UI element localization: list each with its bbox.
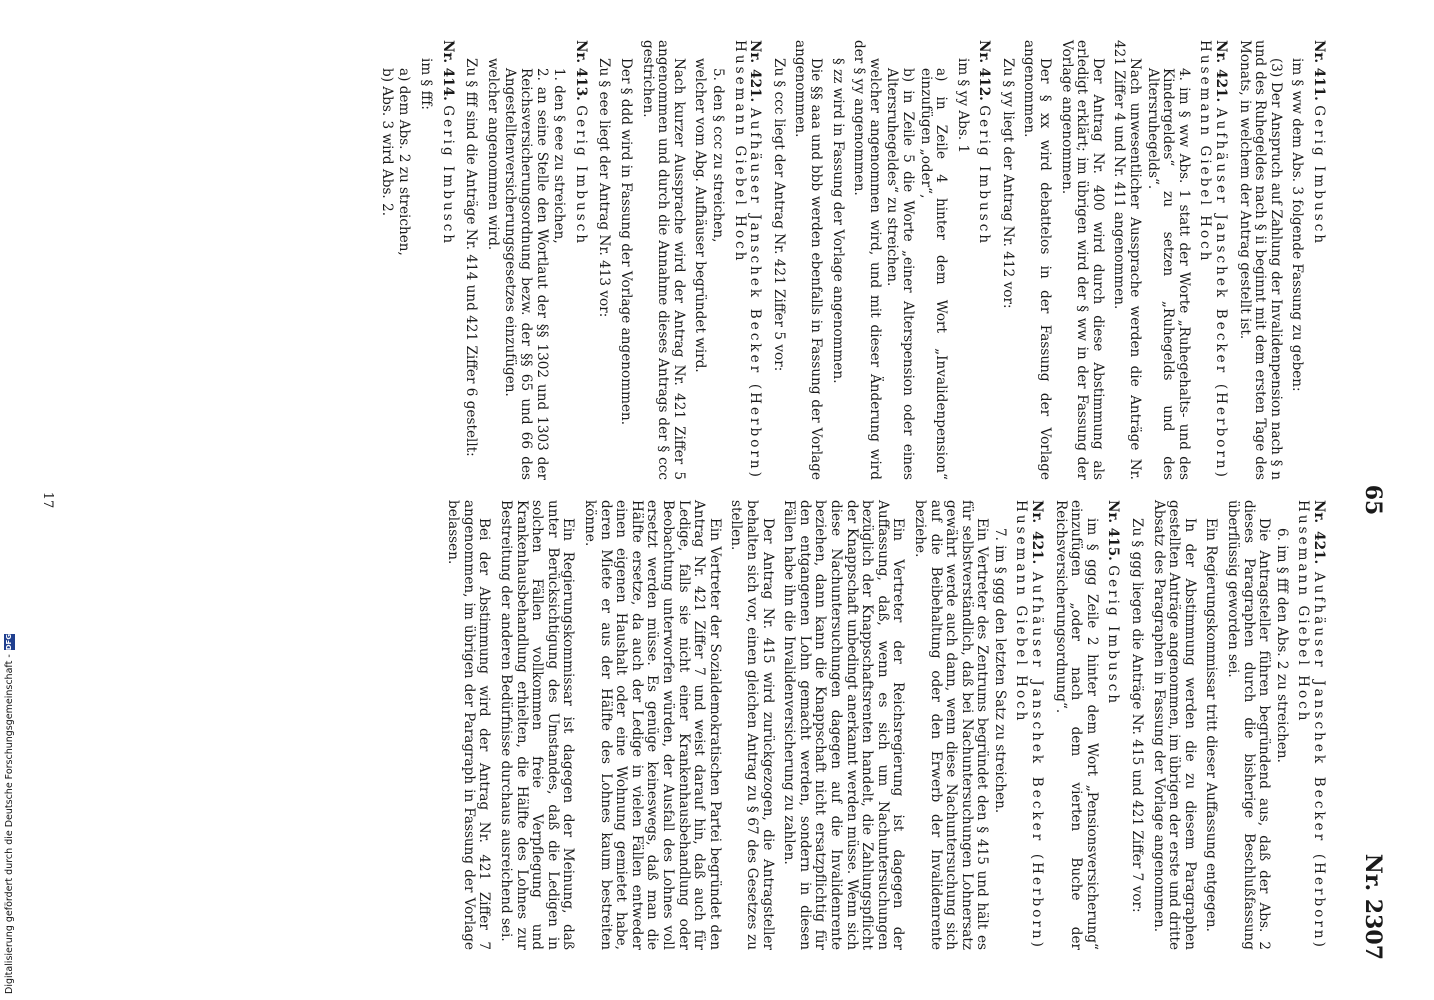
- motion-signatories: Aufhäuser Janschek Becker (Herborn) Husemann Giebel Hoch: [1295, 500, 1327, 950]
- paragraph: im § yy Abs. 1: [954, 58, 971, 154]
- paragraph: Nach kurzer Aussprache wird der Antrag Nr. 421 Ziffer 5 angenommen und durch die Annahme dieses Antrags der § ccc gestrichen.: [639, 40, 687, 480]
- motion-number: Nr. 412.: [976, 40, 993, 101]
- motion-heading: [1295, 500, 1326, 950]
- page-header: [1350, 40, 1386, 960]
- motion-item: b) in Zeile 5 die Worte „einer Alterspension oder eines Altersruhegeldes“ zu streichen.: [884, 68, 916, 480]
- paragraph: Zu § ccc liegt der Antrag Nr. 421 Ziffer 5 vor:: [770, 58, 787, 372]
- paragraph: im § ww dem Abs. 3 folgende Fassung zu geben:: [1289, 58, 1306, 392]
- paragraph: Zu § ggg liegen die Anträge Nr. 415 und 421 Ziffer 7 vor:: [1129, 518, 1146, 913]
- paragraph: In der Abstimmung werden die zu diesem Paragraphen gestellten Anträge angenommen, im übrigen der erste und dritte Absatz des Paragraphen in Fassung der Vorlage angenommen.: [1150, 500, 1198, 950]
- motion-heading: [731, 40, 762, 480]
- paragraph: Der Antrag Nr. 400 wird durch diese Abstimmung als erledigt erklärt; im übrigen wird der § ww in der Fassung der Vorlage angenommen.: [1058, 40, 1106, 480]
- motion-heading: [1013, 500, 1044, 950]
- motion-item: a) in Zeile 4 hinter dem Wort „Invalidenpension“ einzufügen „oder“,: [917, 68, 950, 480]
- right-text-column: [439, 500, 1334, 950]
- motion-signatories: Gerig Imbusch: [1311, 105, 1327, 247]
- motion-heading: [1197, 40, 1228, 480]
- paragraph: welcher angenommen wird.: [484, 58, 501, 251]
- motion-item: 1. den § eee zu streichen,: [551, 68, 568, 244]
- paragraph: im § fff:: [418, 58, 435, 110]
- paragraph: (3) Der Anspruch auf Zahlung der Invalidenpension nach § n und des Ruhegeldes nach § ii beginnt mit dem ersten Tage des Monats, in welchem der Antrag gestellt ist.: [1236, 40, 1284, 480]
- motion-item: 2. an seine Stelle den Wortlaut der §§ 1302 und 1303 der Reichsversicherungsordnung bezw. der §§ 65 und 66 des Angestelltenversicherungsgesetzes einzufügen.: [502, 68, 550, 480]
- paragraph: Ein Vertreter der Sozialdemokratischen Partei begründet den Antrag Nr. 421 Ziffer 7 und weist darauf hin, daß auch für Ledige, falls sie nicht einer Krankenhausbehandlung oder Beobachtung unterworfen würden, der Ausfall des Lohnes voll ersetzt werden müsse. Es genüge keineswegs, daß man die Hälfte ersetze, da auch der Ledige in vielen Fällen entweder einen eigenen Haushalt oder eine Wohnung gemietet habe, deren Miete er aus der Hälfte des Lohnes kaum bestreiten könne.: [582, 500, 723, 950]
- paragraph: Zu § eee liegt der Antrag Nr. 413 vor:: [596, 58, 613, 318]
- motion-item: b) Abs. 3 wird Abs. 2.: [378, 68, 395, 217]
- motion-number: Nr. 421.: [1311, 500, 1327, 565]
- paragraph: § zz wird in Fassung der Vorlage angenommen.: [829, 58, 846, 384]
- paragraph: Der Antrag Nr. 415 wird zurückgezogen, die Antragsteller behalten sich vor, einen gleichen Antrag zu § 67 des Gesetzes zu stellen.: [728, 500, 776, 950]
- motion-number: Nr. 421.: [1029, 500, 1046, 565]
- motion-number: Nr. 421.: [747, 40, 764, 103]
- motion-number: Nr. 414.: [439, 40, 456, 101]
- motion-number: Nr. 413.: [572, 40, 589, 101]
- motion-number: Nr. 421.: [1213, 40, 1230, 103]
- motion-number: Nr. 415.: [1105, 500, 1122, 561]
- motion-item: 6. im § fff den Abs. 2 zu streichen.: [1273, 528, 1290, 763]
- paragraph: Die §§ aaa und bbb werden ebenfalls in Fassung der Vorlage angenommen.: [792, 40, 824, 480]
- motion-heading: [976, 40, 992, 480]
- motion-heading: [572, 40, 588, 480]
- paragraph: im § ggg Zeile 2 hinter dem Wort „Pensionsversicherung“ einzufügen „oder nach dem vierten Buche der Reichsversicherungsordnung“.: [1052, 500, 1100, 950]
- dfg-logo-icon: DFG: [5, 633, 13, 651]
- paragraph: Ein Regierungskommissar tritt dieser Auffassung entgegen.: [1203, 518, 1220, 932]
- motion-signatories: Aufhäuser Janschek Becker (Herborn) Husemann Giebel Hoch: [1013, 500, 1046, 950]
- left-text-column: [376, 40, 1334, 480]
- document-number: Nr. 2307: [1360, 853, 1386, 960]
- motion-number: Nr. 411.: [1311, 40, 1327, 101]
- paragraph: Bei der Abstimmung wird der Antrag Nr. 421 Ziffer 7 angenommen, im übrigen der Paragraph in Fassung der Vorlage belassen.: [445, 500, 493, 950]
- motion-signatories: Aufhäuser Janschek Becker (Herborn) Husemann Giebel Hoch: [1197, 40, 1230, 480]
- paragraph: Ein Vertreter des Zentrums begründet den § 415 und hält es für selbstverständlich, daß bei Nachuntersuchungen Lohnersatz gewährt werde auch dann, wenn diese Nachuntersuchung sich auf die Beibehaltung oder den Erwerb der Invalidenrente beziehe.: [911, 500, 991, 950]
- motion-signatories: Aufhäuser Janschek Becker (Herborn) Husemann Giebel Hoch: [731, 40, 764, 480]
- motion-signatories: Gerig Imbusch: [976, 105, 993, 247]
- motion-heading: [1310, 40, 1326, 480]
- paragraph: Zu § fff sind die Anträge Nr. 414 und 421 Ziffer 6 gestellt:: [463, 58, 480, 457]
- sheet-number: 17: [40, 491, 55, 509]
- paragraph: Der § ddd wird in Fassung der Vorlage angenommen.: [618, 58, 635, 426]
- motion-heading: [1105, 500, 1121, 950]
- paragraph: Der § xx wird debattelos in der Fassung der Vorlage angenommen.: [1021, 40, 1054, 480]
- motion-item: 4. im § ww Abs. 1 statt der Worte „Ruhegehalts- und des Kindergeldes“ zu setzen „Ruhegelds und des Altersruhegelds“.: [1144, 68, 1192, 480]
- paragraph: welcher angenommen wird, und mit dieser Änderung wird der § yy angenommen.: [851, 40, 883, 480]
- digitization-note: [4, 634, 15, 994]
- motion-signatories: Gerig Imbusch: [1105, 565, 1122, 707]
- motion-heading: [439, 40, 455, 480]
- motion-item: a) dem Abs. 2 zu streichen,: [396, 68, 413, 256]
- motion-item: 5. den § ccc zu streichen,: [710, 68, 726, 243]
- motion-signatories: Gerig Imbusch: [439, 105, 456, 247]
- motion-item: 7. im § ggg den letzten Satz zu streichen.: [991, 528, 1008, 814]
- paragraph: Ein Regierungskommissar ist dagegen der Meinung, daß unter Berücksichtigung des Umstandes, daß die Ledigen in solchen Fällen vollkommen freie Verpflegung und Krankenhausbehandlung erhielten, die Hälfte des Lohnes zur Bestreitung der anderen Bedürfnisse durchaus ausreichend sei.: [498, 500, 577, 950]
- paragraph: Zu § yy liegt der Antrag Nr. 412 vor:: [999, 58, 1016, 309]
- paragraph: Ein Vertreter der Reichsregierung ist dagegen der Auffassung, daß, wenn es sich um Nachuntersuchungen bezüglich der Knappschaftsrenten handelt, die Zahlungspflicht der Knappschaft unbedingt anerkannt werden müsse. Wenn sich diese Nachuntersuchungen dagegen auf die Invalidenrente beziehen, dann kann die Knappschaft nicht ersatzpflichtig für den entgangenen Lohn gemacht werden, sondern in diesen Fällen habe ihn die Invalidenversicherung zu zahlen.: [781, 500, 907, 950]
- motion-signatories: Gerig Imbusch: [572, 105, 589, 247]
- paragraph: Nach unwesentlicher Aussprache werden die Anträge Nr. 421 Ziffer 4 und Nr. 411 angenommen.: [1111, 40, 1144, 480]
- page-number: 65: [1360, 484, 1386, 516]
- paragraph: welcher vom Abg. Aufhäuser begründet wird.: [692, 58, 709, 373]
- digitization-note-text: Digitalisierung gefördert durch die Deutsche Forschungsgemeinschaft -: [4, 654, 15, 994]
- paragraph: Die Antragsteller führen begründend aus, daß der Abs. 2 dieses Paragraphen durch die bisherige Beschlußfassung überflüssig geworden sei.: [1225, 500, 1273, 950]
